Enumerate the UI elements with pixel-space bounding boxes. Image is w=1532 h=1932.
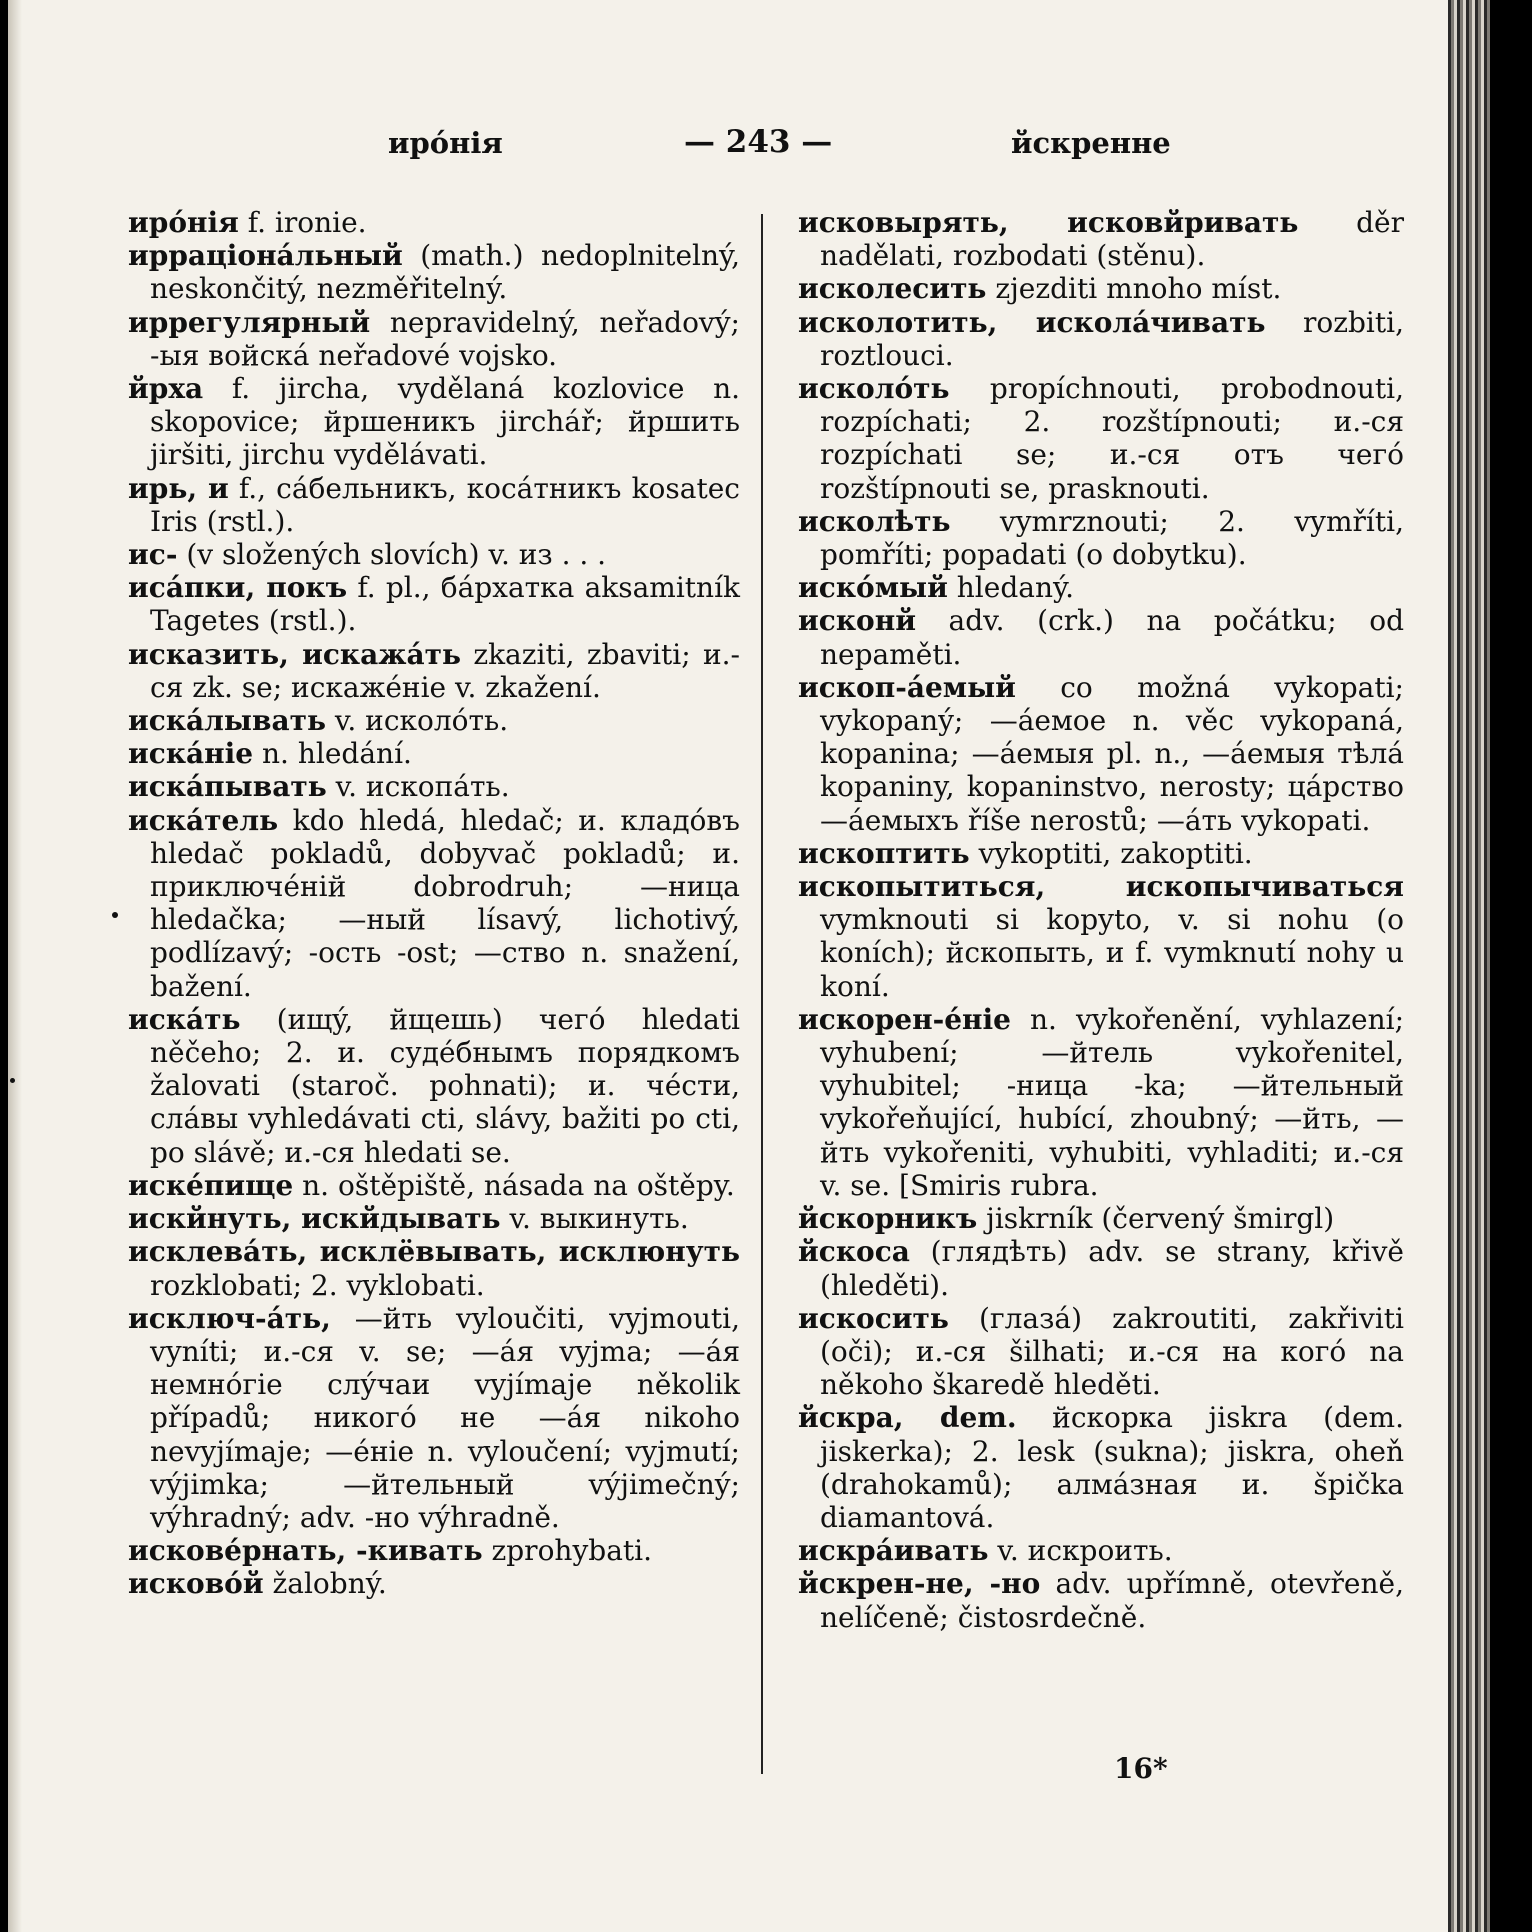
entry-headword: искáлывать (128, 704, 326, 738)
entry-definition: vymrznouti; 2. vymříti, pomříti; popadati (o dobytku). (820, 504, 1404, 572)
entry-headword: йрха (128, 372, 204, 406)
dictionary-entry (798, 1302, 1404, 1402)
dictionary-entry (798, 1534, 1404, 1567)
dictionary-entry (798, 571, 1404, 604)
entry-headword: исковéрнать, -кивать (128, 1534, 483, 1568)
column-divider (761, 214, 763, 1774)
dictionary-entry (128, 737, 740, 770)
header-right-guideword: йскренне (1011, 126, 1171, 160)
entry-headword: иррегулярный (128, 305, 371, 339)
entry-definition: v. ископáть. (326, 770, 510, 804)
entry-headword: искáніе (128, 737, 254, 771)
entry-definition: rozklobati; 2. vyklobati. (150, 1268, 485, 1302)
dictionary-page (8, 0, 1490, 1932)
dictionary-entry (128, 472, 740, 538)
dictionary-entry (798, 505, 1404, 571)
entry-definition: (v složených slovích) v. из . . . (177, 538, 607, 572)
book-edge (1448, 0, 1490, 1932)
entry-definition: f. pl., бáрхатка aksamitník Tagetes (rstl.). (150, 571, 740, 638)
dictionary-entry (128, 1202, 740, 1235)
entry-headword: искйнуть, искйдывать (128, 1202, 501, 1236)
entry-definition: kdo hledá, hledač; и. кладóвъ hledač pokladů, dobyvač pokladů; и. приключéній dobrodruh; —ница hledačka; —ный lísavý, lichotivý, podlízavý; -ость -ost; —ство n. snažení, bažení. (150, 803, 740, 1003)
entry-definition: zjezditi mnoho míst. (986, 272, 1282, 306)
dictionary-entry (128, 1567, 740, 1600)
dictionary-entry (128, 1302, 740, 1534)
entry-definition: žalobný. (263, 1567, 387, 1601)
dictionary-entry (798, 1003, 1404, 1202)
dictionary-entry (128, 1534, 740, 1567)
entry-headword: искосить (798, 1301, 949, 1335)
entry-definition: v. выкинуть. (500, 1202, 689, 1236)
dictionary-entry (798, 1567, 1404, 1633)
entry-headword: йскра, dem. (798, 1401, 1017, 1435)
entry-headword: ископ-áемый (798, 670, 1016, 704)
entry-headword: исконй (798, 604, 916, 638)
entry-definition: (глядѣть) adv. se strany, křivě (hleděti). (820, 1235, 1404, 1302)
entry-definition: propíchnouti, probodnouti, rozpíchati; 2. rozštípnouti; и.-ся rozpíchati se; и.-ся отъ чегó rozštípnouti se, prasknouti. (820, 372, 1404, 505)
entry-headword: исколесить (798, 272, 987, 306)
dictionary-entry (798, 306, 1404, 372)
dictionary-entry (128, 638, 740, 704)
entry-headword: исковырять, исковйривать (798, 206, 1299, 239)
dictionary-entry (128, 1235, 740, 1301)
dictionary-entry (128, 538, 740, 571)
entry-definition: n. hledání. (253, 737, 412, 771)
entry-definition: f., сáбельникъ, косáтникъ kosatec Iris (rstl.). (150, 471, 740, 538)
page-number: — 243 — (684, 124, 833, 160)
entry-definition: (ищý, йщешь) чегó hledati něčeho; 2. и. судéбнымъ порядкомъ žalovati (staroč. pohnati); и. чéсти, слáвы vyhledávati cti, slávy, bažiti po cti, po slávě; и.-ся hledati se. (150, 1002, 740, 1169)
entry-definition: zprohybati. (482, 1534, 653, 1568)
entry-definition: rozbiti, roztlouci. (820, 305, 1404, 372)
dictionary-entry (128, 306, 740, 372)
entry-definition: děr nadělati, rozbodati (stěnu). (820, 206, 1404, 273)
dictionary-entry (128, 704, 740, 737)
dictionary-entry (798, 837, 1404, 870)
entry-headword: исклевáть, исклёвывать, исклюнуть (128, 1235, 740, 1269)
entry-headword: искрáивать (798, 1534, 989, 1568)
entry-definition: —йть vyloučiti, vyjmouti, vyníti; и.-ся v. se; —áя vyjma; —áя немнóгіе слýчаи vyjímaje několik případů; никогó не —áя nikoho nevyjímaje; —éніе n. vyloučení; vyjmutí; výjimka; —йтельный výjimečný; výhradný; adv. -но výhradně. (150, 1301, 740, 1534)
entry-headword: исколѣть (798, 504, 951, 538)
entry-definition: co možná vykopati; vykopaný; —áемое n. věc vykopaná, kopanina; —áемыя pl. n., —áемыя тѣлá kopaniny, kopaninstvo, nerosty; цáрство —áемыхъ říše nerostů; —áть vykopati. (820, 670, 1404, 837)
entry-definition: n. vykořenění, vyhlazení; vyhubení; —йтель vykořenitel, vyhubitel; -ница -ka; —йтельный vykořeňující, hubící, zhoubný; —йть, —йть vykořeniti, vyhubiti, vyhladiti; и.-ся v. se. [Smiris rubra. (820, 1002, 1404, 1202)
entry-definition: hledaný. (947, 571, 1074, 605)
entry-headword: ирраціонáльный (128, 239, 403, 273)
dictionary-entry (798, 272, 1404, 305)
entry-definition: v. искроить. (988, 1534, 1173, 1568)
entry-headword: йскрен-не, -но (798, 1567, 1041, 1601)
dictionary-entry (128, 372, 740, 472)
dictionary-entry (798, 671, 1404, 837)
left-column (128, 206, 740, 1601)
entry-definition: vymknouti si kopyto, v. si nohu (o koních); йскопыть, и f. vymknutí nohy u koní. (820, 903, 1404, 1003)
entry-headword: исколотить, исколáчивать (798, 305, 1266, 339)
dictionary-entry (128, 804, 740, 1003)
margin-speck (10, 1078, 15, 1083)
dictionary-entry (798, 372, 1404, 505)
dictionary-entry (128, 770, 740, 803)
entry-definition: adv. upřímně, otevřeně, nelíčeně; čistosrdečně. (820, 1567, 1405, 1634)
running-head (8, 126, 1458, 166)
entry-headword: исковóй (128, 1567, 264, 1601)
dictionary-entry (798, 206, 1404, 272)
dictionary-entry (128, 206, 740, 239)
dictionary-entry (798, 1235, 1404, 1301)
signature-mark: 16* (1114, 1752, 1168, 1785)
page-gutter-shadow (8, 0, 22, 1932)
header-left-guideword: ирóнія (388, 126, 503, 160)
entry-headword: йскоса (798, 1235, 910, 1269)
right-column (798, 206, 1404, 1634)
dictionary-entry (798, 604, 1404, 670)
entry-headword: ирь, и (128, 471, 229, 505)
entry-headword: искáть (128, 1002, 241, 1036)
entry-headword: ирóнія (128, 206, 239, 239)
entry-definition: (math.) nedoplnitelný, neskončitý, nezměřitelný. (150, 239, 740, 306)
entry-headword: искóмый (798, 571, 948, 605)
dictionary-entry (798, 1401, 1404, 1534)
dictionary-entry (128, 1169, 740, 1202)
entry-definition: (глазá) zakroutiti, zakřiviti (oči); и.-ся šilhati; и.-ся на когó na někoho škaredě hleděti. (820, 1301, 1404, 1402)
entry-definition: nepravidelný, neřadový; -ыя войскá neřadové vojsko. (150, 305, 740, 372)
entry-headword: ископытиться, ископычиваться (798, 870, 1404, 904)
entry-headword: искáпывать (128, 770, 327, 804)
entry-headword: искéпище (128, 1168, 294, 1202)
dictionary-entry (798, 870, 1404, 1003)
entry-definition: vykoptiti, zakoptiti. (969, 836, 1253, 870)
margin-speck (112, 912, 118, 918)
entry-headword: исказить, искажáть (128, 637, 462, 671)
entry-definition: йскорка jiskra (dem. jiskerka); 2. lesk (sukna); jiskra, oheň (drahokamů); алмáзная и. špička diamantová. (820, 1401, 1404, 1534)
dictionary-entry (128, 571, 740, 637)
entry-headword: ископтить (798, 836, 970, 870)
entry-headword: исáпки, покъ (128, 571, 348, 605)
entry-definition: adv. (crk.) na počátku; od nepaměti. (820, 604, 1404, 671)
entry-headword: исколóть (798, 372, 950, 406)
entry-headword: исключ-áть, (128, 1301, 331, 1335)
entry-definition: n. oštěpiště, násada na oštěpy. (293, 1168, 735, 1202)
entry-headword: искорен-éніе (798, 1002, 1011, 1036)
entry-headword: ис- (128, 538, 178, 572)
entry-definition: f. jircha, vydělaná kozlovice n. skopovice; йршеникъ jirchář; йршить jiršiti, jirchu vydělávati. (150, 372, 740, 472)
entry-headword: искáтель (128, 803, 279, 837)
entry-headword: йскорникъ (798, 1202, 978, 1236)
entry-definition: jiskrník (červený šmirgl) (977, 1202, 1335, 1236)
dictionary-entry (128, 1003, 740, 1169)
entry-definition: f. ironie. (238, 206, 367, 239)
entry-definition: v. исколóть. (325, 704, 509, 738)
entry-definition: zkaziti, zbaviti; и.-ся zk. se; искажéніе v. zkažení. (150, 637, 740, 704)
dictionary-entry (798, 1202, 1404, 1235)
dictionary-entry (128, 239, 740, 305)
